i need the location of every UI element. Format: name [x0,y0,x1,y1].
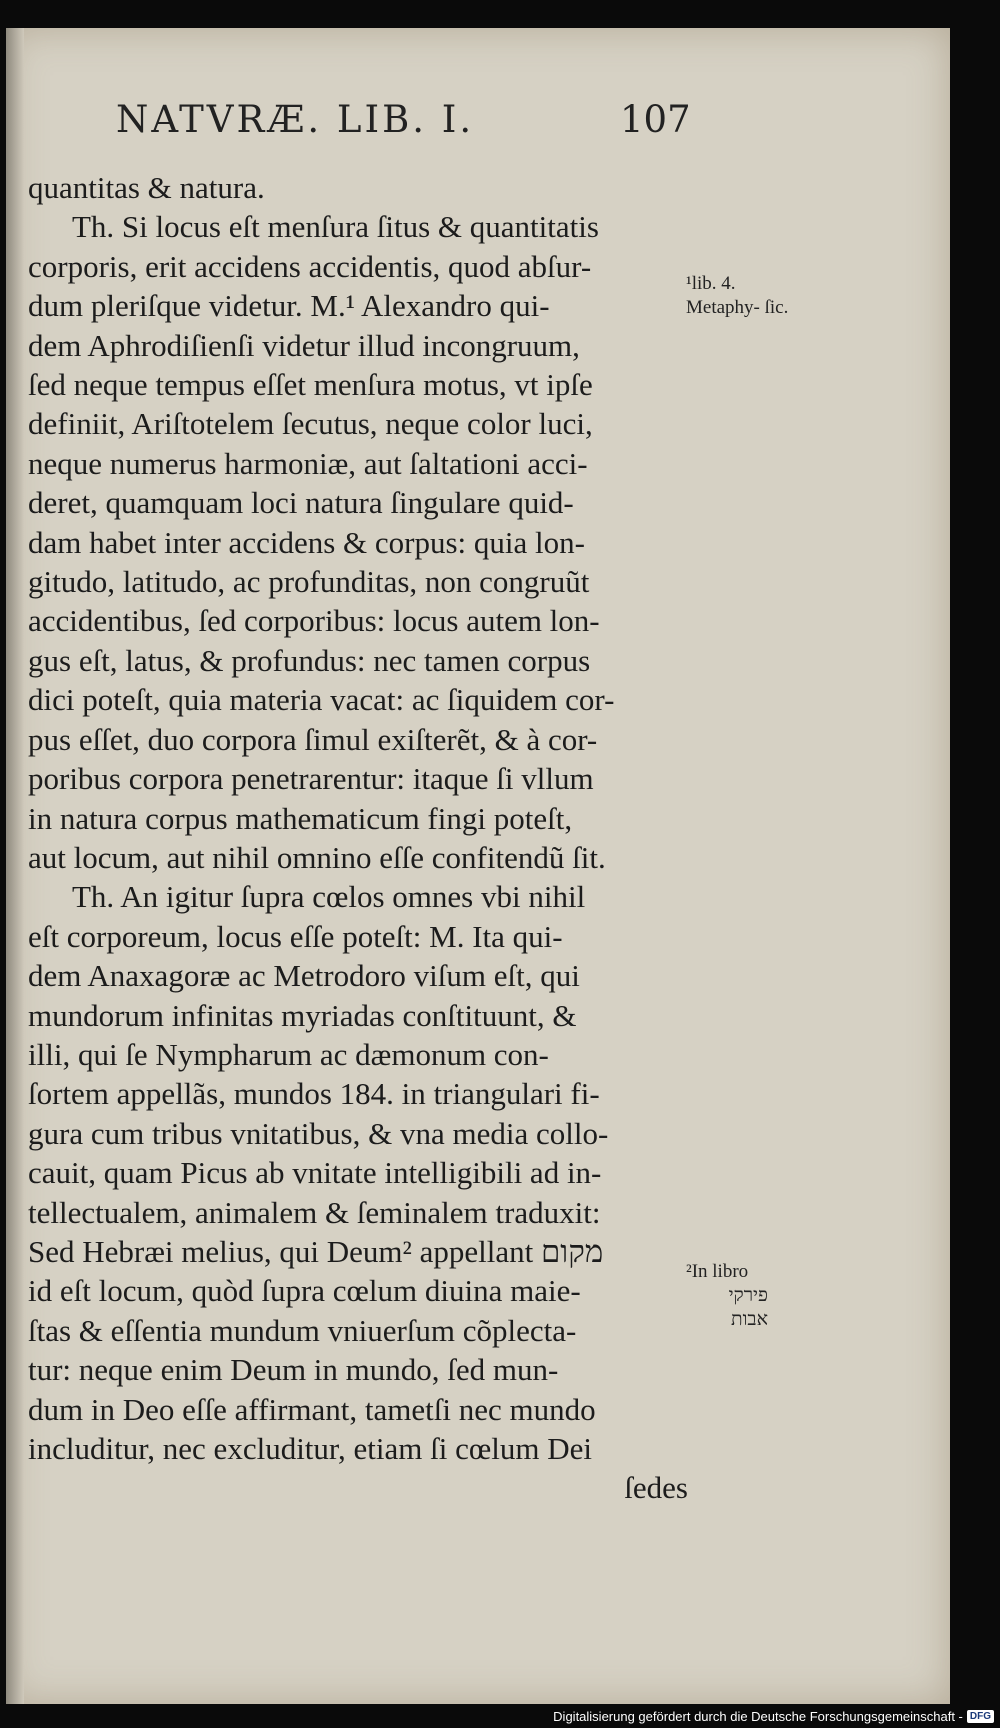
margin-note-2-hebrew-2: אבות [730,1309,768,1330]
text-line: dem Aphrodiſienſi videtur illud incongruum, [28,327,580,363]
margin-note-2-latin: ²In libro [686,1261,749,1282]
text-line: definiit, Ariſtotelem ſecutus, neque color luci, [28,406,593,442]
text-line: includitur, nec excluditur, etiam ſi cœlum Dei [28,1431,592,1466]
text-line: dum pleriſque videtur. M.¹ Alexandro qui- [28,288,550,324]
running-head: NATVRÆ. LIB. I. [116,98,475,141]
text-line: deret, quamquam loci natura ſingulare quid- [28,485,574,521]
text-line: ſortem appellãs, mundos 184. in triangulari fi- [28,1076,600,1112]
footer-text: Digitalisierung gefördert durch die Deutsche Forschungsgemeinschaft - [553,1709,963,1724]
text-line: poribus corpora penetrarentur: itaque ſi vllum [28,761,594,797]
text-line: id eſt locum, quòd ſupra cœlum diuina maie- [28,1273,581,1309]
margin-note-2-hebrew-1: פירקי [728,1285,768,1306]
text-line: Th. An igitur ſupra cœlos omnes vbi nihil [72,879,586,915]
page-number: 107 [620,98,691,141]
text-line: dam habet inter accidens & corpus: quia lon- [28,524,585,560]
body-text [28,168,688,1508]
text-line: illi, qui ſe Nympharum ac dæmonum con- [28,1036,549,1072]
catchword: ſedes [624,1470,688,1506]
text-line: dici poteſt, quia materia vacat: ac ſiquidem cor- [28,682,615,718]
text-line: pus eſſet, duo corpora ſimul exiſterẽt, & à cor- [28,721,598,757]
margin-note-2 [686,1260,796,1332]
text-line: gura cum tribus vnitatibus, & vna media collo- [28,1115,609,1151]
text-line: quantitas & natura. [28,170,265,205]
book-page [6,28,950,1704]
text-line: corporis, erit accidens accidentis, quod abſur- [28,248,592,284]
text-line: in natura corpus mathematicum fingi poteſt, [28,800,573,836]
margin-note-1: ¹lib. 4. Metaphy- ſic. [686,273,789,318]
dfg-logo-icon: DFG [967,1710,994,1723]
digitization-footer [553,1709,994,1724]
text-line: ſed neque tempus eſſet menſura motus, vt ipſe [28,367,593,403]
page-gutter-edge [6,28,24,1704]
text-line: Sed Hebræi melius, qui Deum² appellant מקום [28,1233,604,1269]
text-line: gus eſt, latus, & profundus: nec tamen corpus [28,642,591,678]
text-line: tellectualem, animalem & ſeminalem traduxit: [28,1194,601,1230]
text-line: gitudo, latitudo, ac profunditas, non congruũt [28,564,590,600]
text-line: dem Anaxagoræ ac Metrodoro viſum eſt, qui [28,958,580,994]
text-line: mundorum infinitas myriadas conſtituunt, & [28,997,577,1033]
text-line: ſtas & eſſentia mundum vniuerſum cõplecta- [28,1312,577,1348]
text-line: neque numerus harmoniæ, aut ſaltationi acci- [28,445,588,481]
text-line: Th. Si locus eſt menſura ſitus & quantitatis [72,209,599,245]
text-line: accidentibus, ſed corporibus: locus autem lon- [28,603,600,639]
text-line: cauit, quam Picus ab vnitate intelligibili ad in- [28,1155,602,1191]
text-line: dum in Deo eſſe affirmant, tametſi nec mundo [28,1391,596,1427]
text-line: aut locum, aut nihil omnino eſſe confitendũ ſit. [28,839,606,875]
text-line: eſt corporeum, locus eſſe poteſt: M. Ita qui- [28,918,563,954]
text-line: tur: neque enim Deum in mundo, ſed mun- [28,1352,559,1388]
